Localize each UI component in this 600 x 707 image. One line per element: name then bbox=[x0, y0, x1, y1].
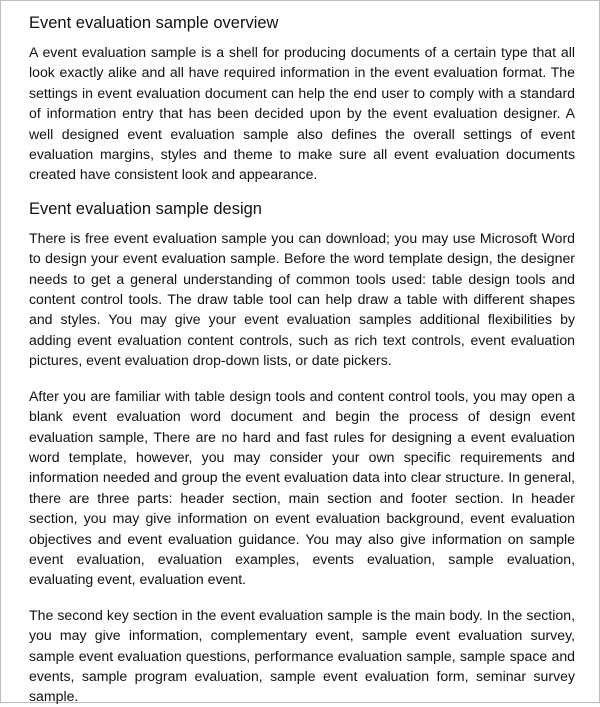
section-heading-design: Event evaluation sample design bbox=[29, 199, 262, 218]
paragraph-design-main-body: The second key section in the event evaluation sample is the main body. In the section, you may give information, complementary event, sample event evaluation survey, sample event evaluation questions, performance evaluation sample, sample space and events, sample program evaluation, sample event evaluation form, seminar survey sample. bbox=[29, 606, 575, 705]
paragraph-overview: A event evaluation sample is a shell for producing documents of a certain type that all look exactly alike and all have required information in the event evaluation format. The settings in event evaluation document can help the end user to comply with a standard of information entry that has been decided upon by the event evaluation designer. A well designed event evaluation sample also defines the overall settings of event evaluation margins, styles and theme to make sure all event evaluation documents created have consistent look and appearance. bbox=[29, 44, 575, 183]
paragraph-design-intro: There is free event evaluation sample you can download; you may use Microsoft Word to design your event evaluation sample. Before the word template design, the designer needs to get a general understanding of common tools used: table design tools and content control tools. The draw table tool can help draw a table with different shapes and styles. You may give your event evaluation samples additional flexibilities by adding event evaluation content controls, such as rich text controls, event evaluation pictures, event evaluation drop-down lists, or date pickers. bbox=[29, 229, 575, 369]
paragraph-design-structure: After you are familiar with table design tools and content control tools, you may open a blank event evaluation word document and begin the process of design event evaluation sample, There are no hard and fast rules for designing a event evaluation word template, however, you may consider your own specific requirements and information needed and group the event evaluation data into clear structure. In general, there are three parts: header section, main section and footer section. In header section, you may give information on event evaluation background, event evaluation objectives and event evaluation guidance. You may also give information on sample event evaluation, evaluation examples, events evaluation, sample evaluation, evaluating event, evaluation event. bbox=[29, 387, 575, 588]
section-heading-overview: Event evaluation sample overview bbox=[29, 14, 279, 32]
document-content bbox=[29, 9, 575, 707]
